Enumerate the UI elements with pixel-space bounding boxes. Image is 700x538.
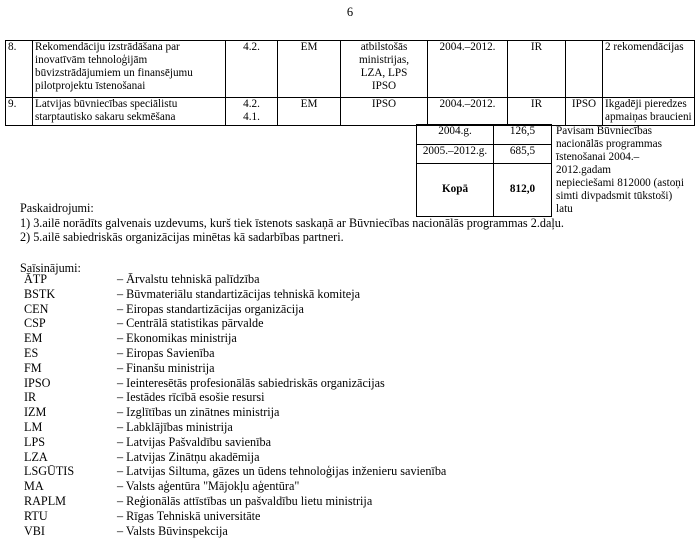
abbr-value: – Valsts Būvinspekcija bbox=[117, 523, 228, 538]
year-label: 2004.g. bbox=[417, 125, 494, 145]
abbr-value: – Eiropas Savienība bbox=[117, 345, 215, 360]
abbr-value: – Latvijas Siltuma, gāzes un ūdens tehnoloģijas inženieru savienība bbox=[117, 464, 447, 479]
row-number: 8. bbox=[6, 41, 33, 98]
abbr-key: FM bbox=[24, 360, 42, 375]
abbr-key: BSTK bbox=[24, 286, 56, 301]
program-point-cell: 4.2. bbox=[226, 41, 278, 98]
total-note: Pavisam Būvniecības nacionālās programmas īstenošanai 2004.–2012.gadam nepieciešami 812000 (astoņi simti divpadsmit tūkstoši) latu bbox=[556, 124, 685, 216]
abbr-key: LM bbox=[24, 419, 43, 434]
explanation-line: 1) 3.ailē norādīts galvenais uzdevums, kurš tiek īstenots saskaņā ar Būvniecības nacionālās programmas 2.daļu. bbox=[20, 215, 564, 230]
abbr-key: ĀTP bbox=[24, 272, 48, 286]
abbr-key: IZM bbox=[24, 405, 47, 420]
responsible-cell: EM bbox=[278, 98, 341, 126]
abbr-key: IPSO bbox=[24, 375, 51, 390]
program-table bbox=[5, 40, 695, 126]
program-point-cell: 4.2. 4.1. bbox=[226, 98, 278, 126]
page-number: 6 bbox=[346, 5, 354, 19]
table-row bbox=[6, 98, 695, 126]
abbr-key: ES bbox=[24, 345, 39, 360]
abbr-key: VBI bbox=[24, 523, 45, 538]
abbr-value: – Ārvalstu tehniskā palīdzība bbox=[117, 272, 260, 286]
abbr-key: IR bbox=[24, 390, 37, 405]
total-label: Kopā bbox=[417, 164, 494, 217]
abbr-key: EM bbox=[24, 331, 43, 346]
abbr-key: CEN bbox=[24, 301, 49, 316]
abbr-value: – Finanšu ministrija bbox=[117, 360, 215, 375]
period-cell: 2004.–2012. bbox=[428, 98, 508, 126]
period-cell: 2004.–2012. bbox=[428, 41, 508, 98]
abbr-key: RAPLM bbox=[24, 493, 66, 508]
abbr-value: – Centrālā statistikas pārvalde bbox=[117, 316, 264, 331]
abbreviations-title: Saīsinājumi: bbox=[20, 261, 81, 275]
explanations-title: Paskaidrojumi: bbox=[20, 201, 94, 215]
abbr-key: LZA bbox=[24, 449, 48, 464]
abbr-value: – Rīgas Tehniskā universitāte bbox=[117, 508, 261, 523]
abbr-value: – Valsts aģentūra "Mājokļu aģentūra" bbox=[117, 479, 300, 494]
explanations bbox=[20, 201, 564, 245]
abbr-value: – Eiropas standartizācijas organizācija bbox=[117, 301, 304, 316]
result-cell: Ikgadēji pieredzes apmaiņas braucieni bbox=[603, 98, 695, 126]
abbr-key: MA bbox=[24, 479, 44, 494]
year-value: 126,5 bbox=[494, 125, 552, 145]
abbr-key: CSP bbox=[24, 316, 46, 331]
abbr-key: LSGŪTIS bbox=[24, 464, 75, 479]
abbr-value: – Iestādes rīcībā esošie resursi bbox=[117, 390, 265, 405]
abbr-value: – Reģionālās attīstības un pašvaldību lietu ministrija bbox=[117, 493, 373, 508]
task-cell: Rekomendāciju izstrādāšana par inovatīvām tehnoloģijām būvizstrādājumiem un finansējumu pilotprojektu īstenošanai bbox=[33, 41, 226, 98]
partners-cell: IPSO bbox=[341, 98, 428, 126]
abbr-value: – Izglītības un zinātnes ministrija bbox=[117, 405, 280, 420]
abbr-value: – Būvmateriālu standartizācijas tehniskā komiteja bbox=[117, 286, 360, 301]
period-label: 2005.–2012.g. bbox=[417, 144, 494, 164]
abbr-key: RTU bbox=[24, 508, 48, 523]
row-number: 9. bbox=[6, 98, 33, 126]
source-cell: IR bbox=[508, 41, 566, 98]
abbr-key: LPS bbox=[24, 434, 46, 449]
other-source-cell: IPSO bbox=[566, 98, 603, 126]
partners-cell: atbilstošās ministrijas, LZA, LPS IPSO bbox=[341, 41, 428, 98]
task-cell: Latvijas būvniecības speciālistu starptautisko sakaru sekmēšana bbox=[33, 98, 226, 126]
abbr-value: – Latvijas Pašvaldību savienība bbox=[117, 434, 272, 449]
table-row bbox=[6, 41, 695, 98]
abbr-value: – Ieinteresētās profesionālās sabiedriskās organizācijas bbox=[117, 375, 385, 390]
total-value: 812,0 bbox=[494, 164, 552, 217]
other-source-cell bbox=[566, 41, 603, 98]
period-value: 685,5 bbox=[494, 144, 552, 164]
abbr-value: – Ekonomikas ministrija bbox=[117, 331, 237, 346]
responsible-cell: EM bbox=[278, 41, 341, 98]
abbr-value: – Labklājības ministrija bbox=[117, 419, 233, 434]
abbr-value: – Latvijas Zinātņu akadēmija bbox=[117, 449, 260, 464]
explanation-line: 2) 5.ailē sabiedriskās organizācijas minētas kā sadarbības partneri. bbox=[20, 230, 344, 245]
source-cell: IR bbox=[508, 98, 566, 126]
result-cell: 2 rekomendācijas bbox=[603, 41, 695, 98]
